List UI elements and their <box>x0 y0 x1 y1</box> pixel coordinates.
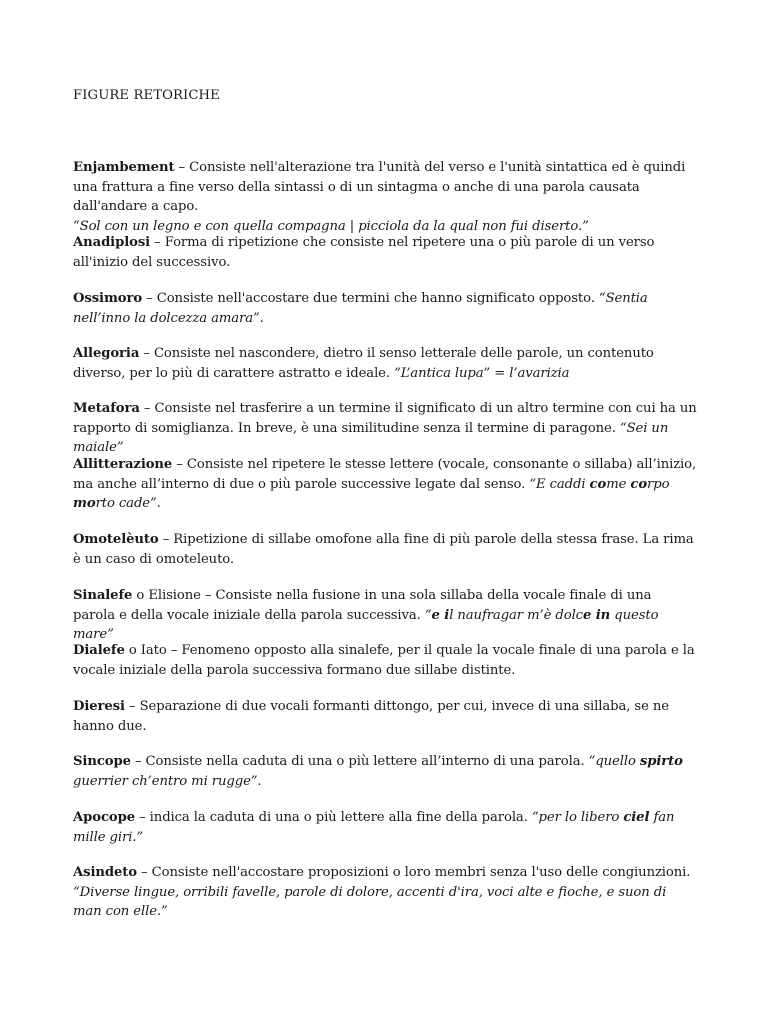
definition-allegoria: – Consiste nel nascondere, dietro il senso letterale delle parole, un contenuto diverso, per lo più di carattere astratto e ideale. <box>73 346 654 381</box>
term-dialefe: Dialefe <box>73 643 125 658</box>
example-ossimoro: “Sentia nell’inno la dolcezza amara” <box>73 291 648 326</box>
definition-dialefe: – Fenomeno opposto alla sinalefe, per il quale la vocale finale di una parola e la vocale iniziale della parola successiva formano due sillabe distinte. <box>73 643 695 678</box>
example-emphasis: co <box>630 476 648 492</box>
example-part: fan mille giri.” <box>73 810 675 845</box>
example-asindeto: “Diverse lingue, orribili favelle, parole di dolore, accenti d'ira, voci alte e fioche, e suon di man con elle.” <box>73 884 667 919</box>
definition-omoteleuto: – Ripetizione di sillabe omofone alla fine di più parole della stessa frase. La rima è un caso di omoteleuto. <box>73 532 694 567</box>
example-part: “per lo libero <box>531 810 624 825</box>
example-emphasis: e in <box>582 607 611 623</box>
example-part: “ <box>424 607 432 623</box>
definition-asindeto: – Consiste nell'accostare proposizioni o loro membri senza l'uso delle congiunzioni. <box>136 865 691 880</box>
entry-omoteleuto <box>73 530 697 569</box>
example-part: guerrier ch’entro mi rugge” <box>73 773 258 789</box>
entry-ossimoro <box>73 289 697 328</box>
entry-asindeto <box>73 863 697 922</box>
term-allitterazione: Allitterazione <box>73 457 173 472</box>
example-part: l naufragar m’è dolc <box>449 607 583 623</box>
definition-sinalefe: – Consiste nella fusione in una sola sillaba della vocale finale di una parola e della vocale iniziale della parola successiva. <box>73 588 652 623</box>
example-emphasis: co <box>589 476 607 492</box>
term-allegoria: Allegoria <box>73 346 140 361</box>
example-part: me <box>606 476 631 492</box>
document-page <box>73 86 697 919</box>
example-enjambement: “Sol con un legno e con quella compagna | picciola da la qual non fui diserto.” <box>73 218 589 234</box>
entry-dieresi <box>73 697 697 736</box>
suffix-ossimoro: . <box>259 310 264 326</box>
term-ossimoro: Ossimoro <box>73 291 143 306</box>
entry-sincope <box>73 752 697 791</box>
entry-enjambement <box>73 158 697 236</box>
example-emphasis: e i <box>431 607 450 623</box>
term-metafora: Metafora <box>73 401 140 416</box>
entry-apocope <box>73 808 697 847</box>
term-sincope: Sincope <box>73 754 131 769</box>
entry-allitterazione <box>73 455 697 514</box>
definition-apocope: – indica la caduta di una o più lettere alla fine della parola. <box>135 810 532 825</box>
example-allegoria: “L’antica lupa” = l’avarizia <box>394 365 570 381</box>
term-enjambement: Enjambement <box>73 160 175 175</box>
definition-dieresi: – Separazione di due vocali formanti dittongo, per cui, invece di una sillaba, se ne hanno due. <box>73 699 669 734</box>
example-part: “quello <box>588 754 640 769</box>
example-emphasis: mo <box>73 496 96 511</box>
definition-enjambement: – Consiste nell'alterazione tra l'unità del verso e l'unità sintattica ed è quindi una frattura a fine verso della sintassi o di un sintagma o anche di una parola causata dall'andare a capo. <box>73 160 686 214</box>
term-dieresi: Dieresi <box>73 699 125 714</box>
definition-ossimoro: – Consiste nell'accostare due termini che hanno significato opposto. <box>142 291 599 306</box>
suffix-allitterazione: . <box>156 496 161 511</box>
definition-metafora: – Consiste nel trasferire a un termine il significato di un altro termine con cui ha un rapporto di somiglianza. In breve, è una similitudine senza il termine di paragone. <box>73 401 697 436</box>
entry-dialefe <box>73 641 697 680</box>
entry-metafora <box>73 399 697 458</box>
entry-allegoria <box>73 344 697 383</box>
definition-allitterazione: – Consiste nel ripetere le stesse lettere (vocale, consonante o sillaba) all’inizio, ma anche all’interno di due o più parole successive legate dal senso. <box>73 457 697 492</box>
entry-anadiplosi <box>73 233 697 272</box>
suffix-sincope: . <box>257 773 262 789</box>
term-anadiplosi: Anadiplosi <box>73 235 151 250</box>
example-part: rpo <box>647 476 670 492</box>
example-metafora: “Sei un maiale” <box>73 420 669 455</box>
term-rest-dialefe: o Iato <box>124 643 167 658</box>
definition-sincope: – Consiste nella caduta di una o più lettere all’interno di una parola. <box>130 754 589 769</box>
term-asindeto: Asindeto <box>73 865 137 880</box>
term-omoteleuto: Omotelèuto <box>73 532 159 547</box>
term-rest-sinalefe: o Elisione <box>132 588 201 603</box>
term-apocope: Apocope <box>73 810 135 825</box>
definition-anadiplosi: – Forma di ripetizione che consiste nel ripetere una o più parole di un verso all'inizio del successivo. <box>73 235 655 270</box>
entry-sinalefe <box>73 586 697 645</box>
example-part: rto cade” <box>95 496 157 511</box>
example-emphasis: spirto <box>639 754 683 769</box>
term-sinalefe: Sinalefe <box>73 588 133 603</box>
example-part: questo mare” <box>73 607 659 642</box>
example-part: “E caddi <box>529 476 590 492</box>
page-title: FIGURE RETORICHE <box>73 88 220 103</box>
example-emphasis: ciel <box>623 810 650 825</box>
